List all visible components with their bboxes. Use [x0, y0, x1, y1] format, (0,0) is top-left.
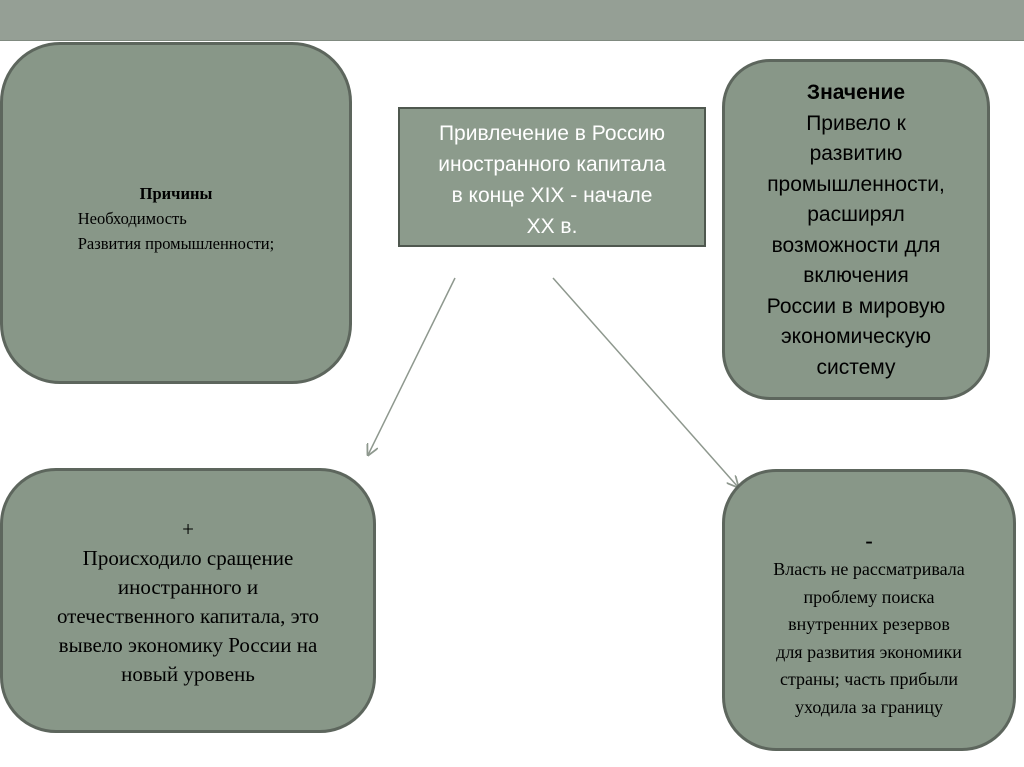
meaning-line-3: промышленности,	[767, 172, 945, 196]
meaning-line-8: экономическую	[780, 325, 932, 348]
meaning-line-2: развитию	[809, 142, 903, 165]
cons-box	[722, 469, 1016, 751]
meaning-box	[722, 59, 990, 400]
causes-box	[0, 42, 352, 384]
pros-sign: +	[182, 517, 194, 541]
meaning-line-9: систему	[816, 355, 896, 379]
causes-line-2: Развития промышленности;	[77, 234, 275, 253]
cons-line-5: страны; часть прибыли	[779, 669, 959, 689]
pros-line-2: иностранного и	[117, 575, 259, 599]
cons-line-6: уходила за границу	[795, 696, 943, 717]
pros-line-4: вывело экономику России на	[58, 633, 318, 657]
pros-line-5: новый уровень	[121, 662, 255, 686]
pros-line-1: Происходило сращение	[82, 546, 294, 570]
causes-line-1: Необходимость	[77, 209, 187, 228]
meaning-line-5: возможности для	[771, 233, 941, 257]
center-line-2: иностранного капитала	[438, 153, 666, 176]
meaning-line-4: расширял	[807, 203, 905, 226]
cons-line-1: Власть не рассматривала	[773, 559, 965, 579]
arrow-to-cons	[553, 278, 738, 487]
causes-title: Причины	[139, 184, 213, 203]
pros-line-3: отечественного капитала, это	[56, 604, 320, 628]
meaning-title: Значение	[806, 81, 906, 104]
meaning-line-6: включения	[803, 264, 909, 287]
pros-box	[0, 468, 376, 733]
cons-line-4: для развития экономики	[776, 641, 962, 662]
slide-header-bar	[0, 0, 1024, 41]
central-topic-box	[398, 107, 706, 247]
center-line-4: XX в.	[526, 215, 578, 238]
meaning-line-7: России в мировую	[766, 294, 946, 318]
cons-line-3: внутренних резервов	[788, 614, 950, 634]
cons-line-2: проблему поиска	[803, 586, 935, 607]
center-line-1: Привлечение в Россию	[438, 122, 666, 145]
arrow-to-pros	[368, 278, 455, 455]
cons-sign: -	[865, 528, 873, 553]
meaning-line-1: Привело к	[806, 111, 906, 135]
center-line-3: в конце XIX - начале	[451, 184, 653, 207]
